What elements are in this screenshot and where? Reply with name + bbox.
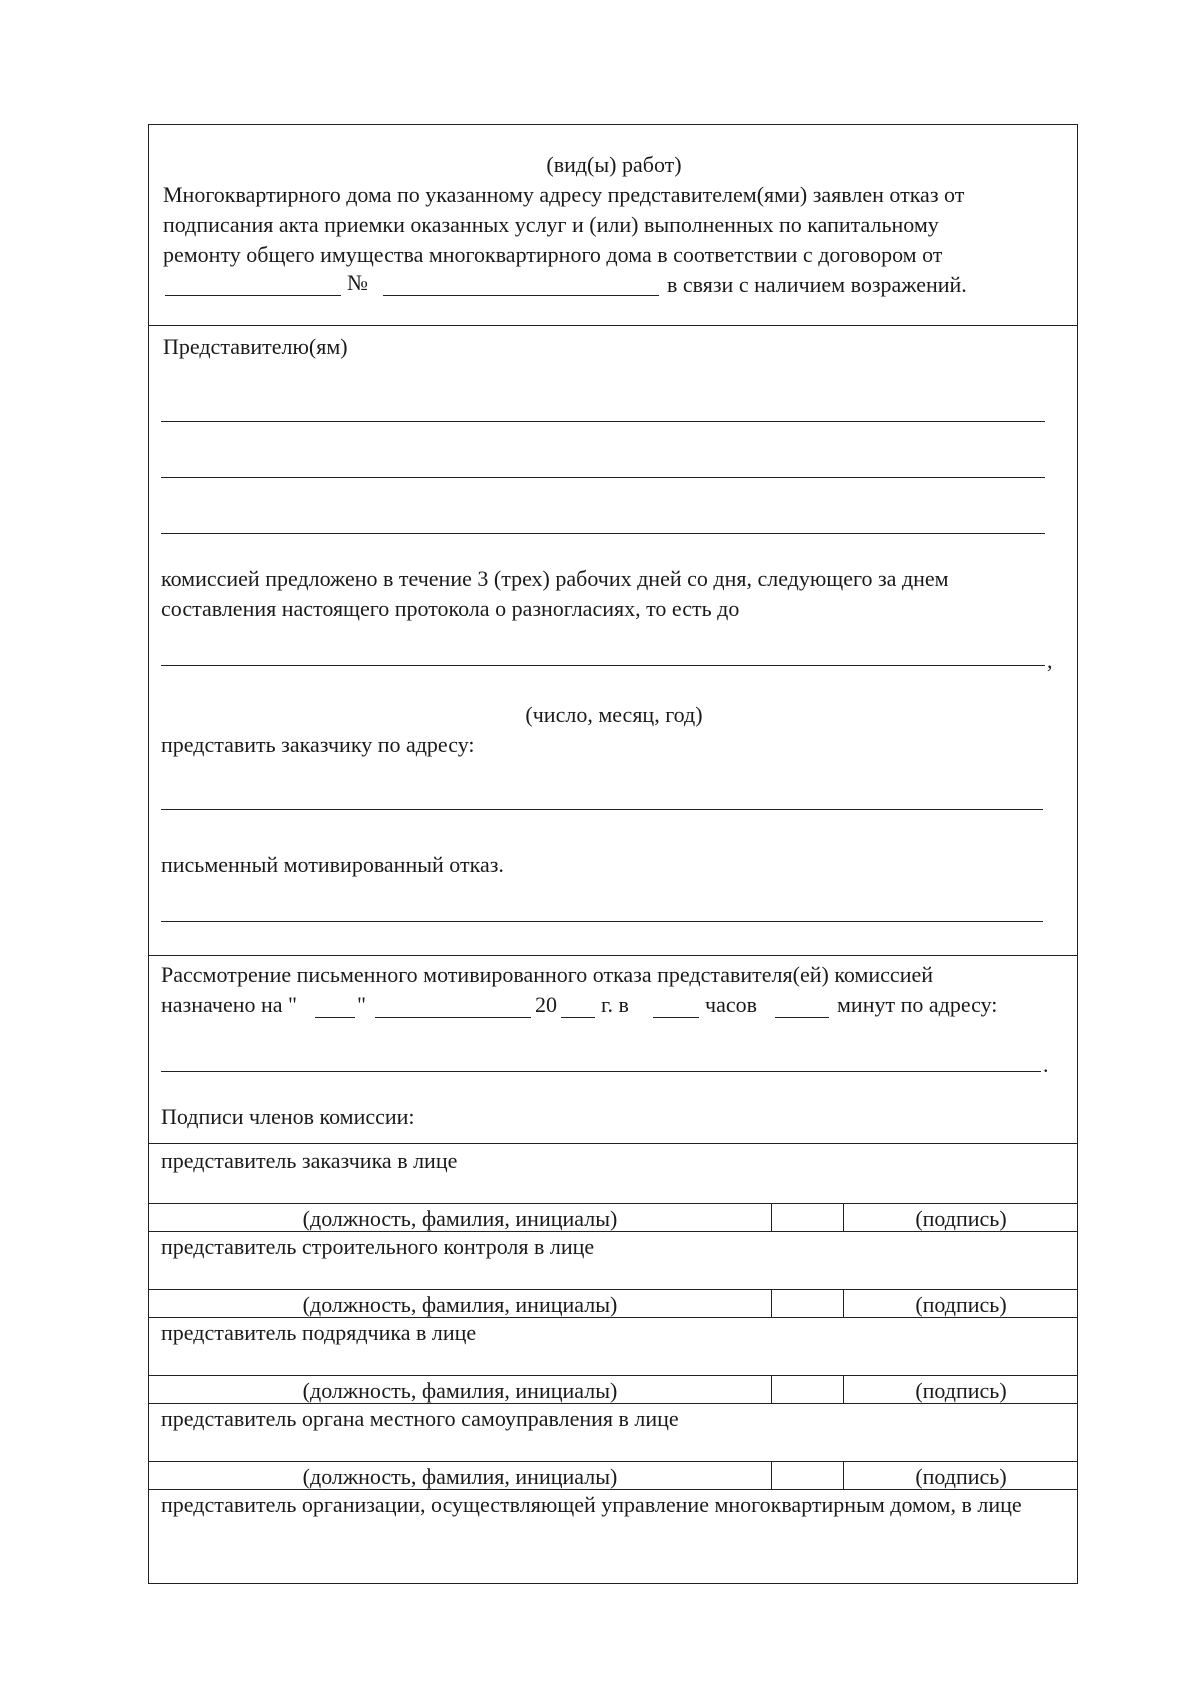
refusal-field[interactable] (161, 921, 1043, 922)
signature-caption-1: (подпись) (915, 1206, 1007, 1231)
signature-cell-divider-3a (771, 1375, 772, 1403)
representatives-label: Представителю(ям) (163, 334, 348, 359)
customer-address-field[interactable] (161, 809, 1043, 810)
review-line: Рассмотрение письменного мотивированного отказа представителя(ей) комиссией (161, 962, 934, 987)
objection-text: в связи с наличием возражений. (667, 272, 967, 297)
address-dot: . (1043, 1052, 1049, 1077)
work-types-caption: (вид(ы) работ) (546, 152, 682, 177)
offer-line-2: составления настоящего протокола о разногласиях, то есть до (161, 596, 740, 621)
representative-field-2[interactable] (161, 477, 1045, 478)
deadline-date-field[interactable] (161, 665, 1045, 666)
signature-cell-divider-4a (771, 1461, 772, 1489)
signature-divider-top (149, 1143, 1077, 1144)
review-hours-field[interactable] (653, 1017, 699, 1018)
review-day-field[interactable] (315, 1017, 355, 1018)
signature-caption-4: (подпись) (915, 1464, 1007, 1489)
position-caption-2: (должность, фамилия, инициалы) (302, 1292, 618, 1317)
signature-role-customer: представитель заказчика в лице (161, 1148, 458, 1173)
signature-role-construction-control: представитель строительного контроля в лице (161, 1234, 595, 1259)
signature-row-bottom-2 (149, 1317, 1077, 1318)
signature-row-bottom-4 (149, 1489, 1077, 1490)
quote-close: " (357, 992, 366, 1017)
refusal-line-1: Многоквартирного дома по указанному адресу представителем(ями) заявлен отказ от (163, 182, 965, 207)
year-suffix: г. в (601, 992, 629, 1017)
representative-field-3[interactable] (161, 533, 1045, 534)
signature-cell-divider-2a (771, 1289, 772, 1317)
date-caption: (число, месяц, год) (525, 702, 703, 727)
year-prefix: 20 (535, 992, 557, 1017)
signature-row-bottom-1 (149, 1231, 1077, 1232)
signature-caption-3: (подпись) (915, 1378, 1007, 1403)
review-minutes-field[interactable] (775, 1017, 829, 1018)
position-caption-3: (должность, фамилия, инициалы) (302, 1378, 618, 1403)
signatures-label: Подписи членов комиссии: (161, 1104, 415, 1129)
signature-row-top-2 (149, 1289, 1077, 1290)
offer-line-1: комиссией предложено в течение 3 (трех) рабочих дней со дня, следующего за днем (161, 566, 949, 591)
section-divider-2 (149, 955, 1077, 956)
refusal-line-2: подписания акта приемки оказанных услуг и (или) выполненных по капитальному (163, 212, 939, 237)
contract-date-field[interactable] (165, 295, 341, 296)
submit-label: представить заказчику по адресу: (161, 732, 475, 757)
representative-field-1[interactable] (161, 421, 1045, 422)
signature-role-management-org: представитель организации, осуществляющей управление многоквартирным домом, в лице (161, 1492, 1022, 1517)
contract-number-field[interactable] (383, 295, 659, 296)
section-divider-1 (149, 325, 1077, 326)
position-caption-4: (должность, фамилия, инициалы) (302, 1464, 618, 1489)
deadline-comma: , (1047, 648, 1053, 673)
signature-row-bottom-3 (149, 1403, 1077, 1404)
protocol-form (148, 124, 1078, 1584)
signature-row-top-3 (149, 1375, 1077, 1376)
signature-cell-divider-1a (771, 1203, 772, 1231)
signature-row-top-4 (149, 1461, 1077, 1462)
hours-label: часов (705, 992, 757, 1017)
signature-role-local-government: представитель органа местного самоуправления в лице (161, 1406, 679, 1431)
scheduled-on-label: назначено на " (161, 992, 298, 1017)
review-month-field[interactable] (375, 1017, 531, 1018)
signature-role-contractor: представитель подрядчика в лице (161, 1320, 477, 1345)
refusal-line-3: ремонту общего имущества многоквартирного дома в соответствии с договором от (163, 242, 943, 267)
minutes-label: минут по адресу: (837, 992, 998, 1017)
position-caption-1: (должность, фамилия, инициалы) (302, 1206, 618, 1231)
signature-caption-2: (подпись) (915, 1292, 1007, 1317)
review-year-field[interactable] (561, 1017, 595, 1018)
signature-row-top-1 (149, 1203, 1077, 1204)
review-address-field[interactable] (161, 1071, 1041, 1072)
contract-number-sign: № (347, 270, 368, 295)
refusal-label: письменный мотивированный отказ. (161, 852, 504, 877)
